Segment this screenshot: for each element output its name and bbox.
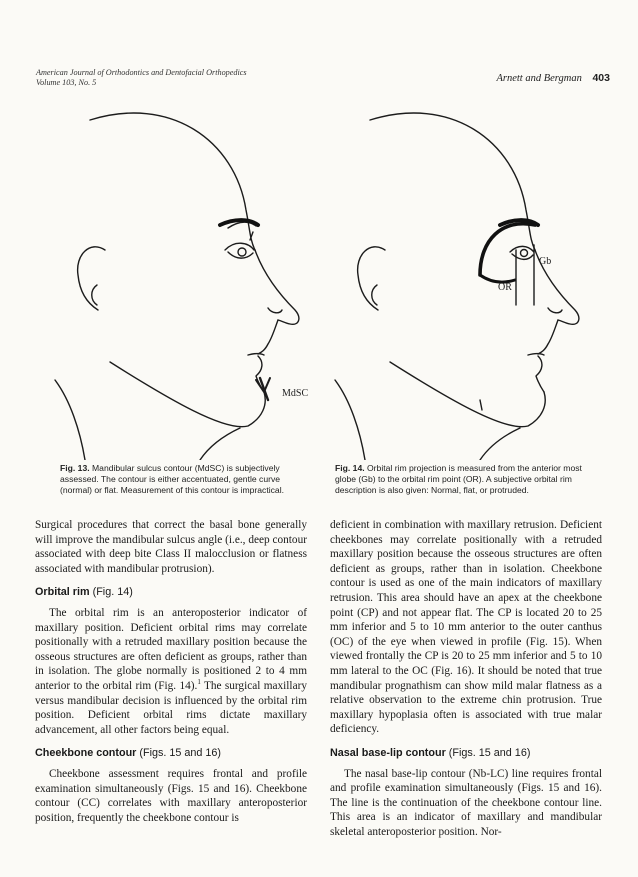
journal-header	[36, 68, 296, 88]
right-text-column	[330, 518, 602, 839]
figure-13-caption	[60, 463, 310, 496]
heading-text: Nasal base-lip contour	[330, 746, 446, 759]
section-heading-orbital-rim	[35, 585, 307, 600]
heading-figure-ref: (Fig. 14)	[92, 586, 133, 599]
page-number: 403	[592, 72, 610, 84]
section-heading-nasal-base-lip	[330, 746, 602, 761]
heading-text: Orbital rim	[35, 586, 90, 599]
heading-figure-ref: (Figs. 15 and 16)	[139, 747, 222, 760]
journal-volume: Volume 103, No. 5	[36, 78, 97, 87]
label-or: OR	[498, 282, 512, 293]
section-heading-cheekbone	[35, 746, 307, 761]
figure-13-drawing	[55, 113, 299, 460]
paragraph-cheekbone: Cheekbone assessment requires frontal and profile examination simultaneously (Figs. 15 and 16). Cheekbone contour (CC) correlates with maxillary anteroposterior position, frequently the cheekbone contour is	[35, 767, 307, 824]
heading-figure-ref: (Figs. 15 and 16)	[448, 746, 531, 759]
citation-superscript: 1	[197, 678, 201, 687]
label-gb: Gb	[539, 256, 552, 267]
paragraph-text: The orbital rim is an anteroposterior indicator of maxillary position. Deficient orbital rims may correlate positionally with a retruded maxillary position because the osseous structures are often deficient as groups, rather than in isolation. The globe normally is positioned 2 to 4 mm anterior to the orbital rim (Fig. 14).	[35, 606, 307, 692]
heading-text: Cheekbone contour	[35, 747, 137, 760]
paragraph-orbital-rim	[35, 606, 307, 737]
figure-13-caption-text: Mandibular sulcus contour (MdSC) is subjectively assessed. The contour is either accentuated, gentle curve (normal) or flat. Measurement of this contour is impractical.	[60, 463, 284, 495]
paragraph-nasal-base-lip: The nasal base-lip contour (Nb-LC) line requires frontal and profile examination simultaneously (Figs. 15 and 16). The line is the continuation of the cheekbone contour line. This area is an indicator of maxillary and mandibular skeletal anteroposterior position. Nor-	[330, 767, 602, 838]
figure-14-drawing	[335, 113, 579, 460]
figure-13-14-drawings	[50, 100, 610, 460]
paragraph-text-continued: The surgical maxillary versus mandibular decision is influenced by the orbital rim position. Deficient orbital rims dictate maxillary advancement, all other factors being equal.	[35, 679, 307, 736]
running-head-authors: Arnett and Bergman	[496, 73, 582, 84]
running-head	[440, 72, 610, 84]
left-text-column	[35, 518, 307, 825]
label-mdsc: MdSC	[282, 388, 309, 399]
journal-title: American Journal of Orthodontics and Dentofacial Orthopedics	[36, 68, 247, 77]
figure-13-caption-label: Fig. 13.	[60, 463, 90, 473]
paragraph: deficient in combination with maxillary retrusion. Deficient cheekbones may correlate positionally with a retruded maxillary position because the osseous structures are often deficient as groups, rather than in isolation. Cheekbone contour is used as one of the main indicators of maxillary retrusion. This area should have an apex at the cheekbone point (CP) and not appear flat. The CP is located 20 to 25 mm inferior and 5 to 10 mm anterior to the outer canthus (OC) of the eye when viewed in profile (Fig. 15). When viewed frontally the CP is 20 to 25 mm inferior and 5 to 10 mm lateral to the OC (Fig. 16). It should be noted that true mandibular prognathism can show mild malar flatness as a relative observation to the extreme chin protrusion. True maxillary hypoplasia often is associated with true malar deficiency.	[330, 519, 602, 736]
figure-14-caption	[335, 463, 585, 496]
paragraph: Surgical procedures that correct the basal bone generally will improve the mandibular sulcus angle (i.e., deep contour associated with deep bite Class II malocclusion or flatness associated with mandibular protrusion).	[35, 519, 307, 575]
figure-14-caption-label: Fig. 14.	[335, 463, 365, 473]
figure-14-caption-text: Orbital rim projection is measured from the anterior most globe (Gb) to the orbital rim point (OR). A subjective orbital rim description is also given: Normal, flat, or protruded.	[335, 463, 582, 495]
